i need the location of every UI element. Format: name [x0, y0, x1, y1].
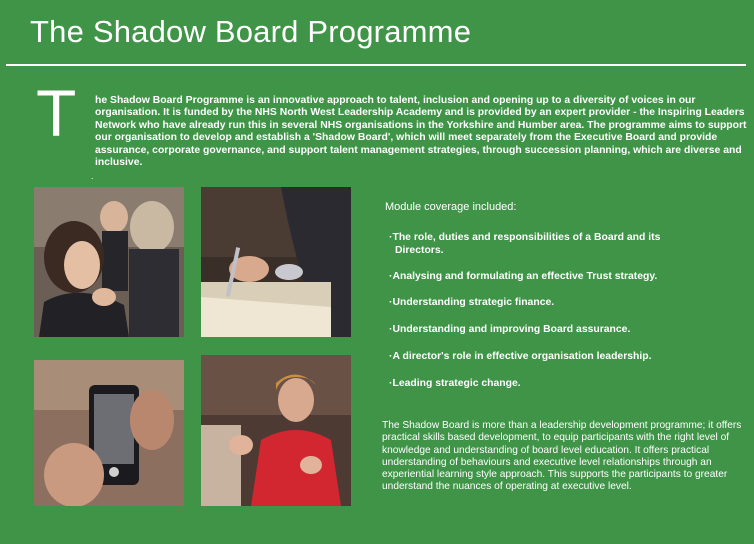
- drop-cap: T: [36, 76, 77, 150]
- photo-speaker-red-jacket: [201, 355, 351, 506]
- module-item: · Understanding and improving Board assurance.: [389, 324, 715, 337]
- closing-paragraph: The Shadow Board is more than a leadership development programme; it offers practical skills based development, to equip participants with the right level of knowledge and understanding of board level education. It offers practical understanding of behaviours and executive level relationships through an experiential learning style approach. This supports the participants to greater understand the nuances of operating at executive level.: [382, 420, 742, 493]
- title-divider: [6, 64, 746, 66]
- page-title: The Shadow Board Programme: [30, 14, 472, 49]
- intro-trailing-dot: .: [91, 171, 94, 181]
- module-item: · A director's role in effective organisation leadership.: [389, 351, 715, 364]
- module-item: · Understanding strategic finance.: [389, 297, 715, 310]
- intro-paragraph: he Shadow Board Programme is an innovative approach to talent, inclusion and opening up to a diversity of voices in our organisation. It is funded by the NHS North West Leadership Academy and is provided by an expert provider - the Inspiring Leaders Network who have already run this in several NHS organisations in the Yorkshire and Humber area. The programme aims to support our organisation to develop and establish a 'Shadow Board', which will meet separately from the Executive Board and provide assurance, corporate governance, and support talent management strategies, through succession planning, which are diverse and inclusive.: [95, 95, 747, 169]
- module-item: · Leading strategic change.: [389, 378, 715, 391]
- module-item: · Analysing and formulating an effective Trust strategy.: [389, 271, 715, 284]
- module-item: · The role, duties and responsibilities of a Board and its Directors.: [389, 232, 695, 257]
- modules-heading: Module coverage included:: [385, 201, 517, 213]
- photo-writing-notes: [201, 187, 351, 337]
- photo-phone-camera: [34, 360, 184, 506]
- photo-audience-woman: [34, 187, 184, 337]
